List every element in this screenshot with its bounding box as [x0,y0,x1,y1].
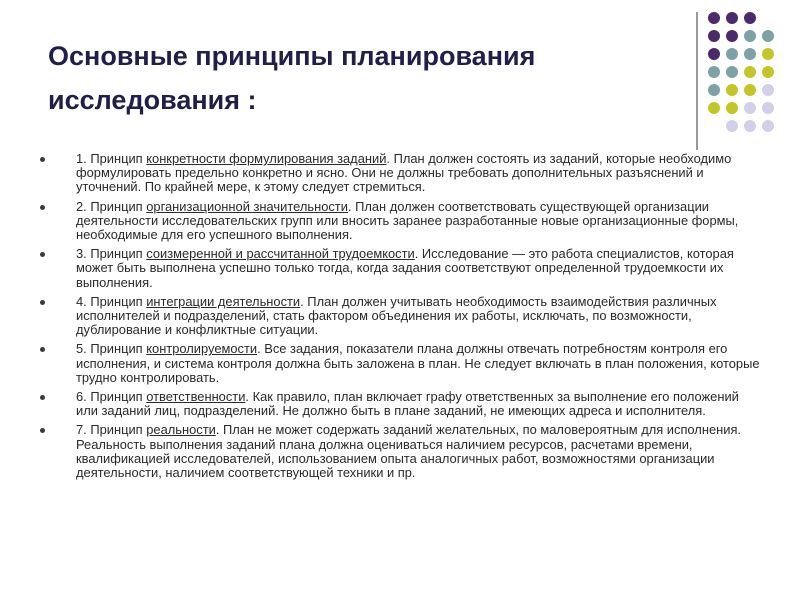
principle-term: соизмеренной и рассчитанной трудоемкости [146,246,415,262]
decorative-dot [744,120,756,132]
decorative-dot [708,30,720,42]
decorative-dot [762,120,774,132]
decorative-dot [744,84,756,96]
list-item: 3. Принцип соизмеренной и рассчитанной трудоемкости. Исследование — это работа специалистов, которая может быть выполнена успешно только тогда, когда задания соответствуют определенной трудоемкости их выполнения. [40,247,760,290]
principle-term: интеграции деятельности [146,293,301,309]
decorative-dot [762,30,774,42]
decorative-divider [696,12,698,150]
decorative-dot [726,30,738,42]
decorative-dot [762,102,774,114]
decorative-dot [762,84,774,96]
decorative-dot [744,102,756,114]
decorative-dot [726,84,738,96]
decorative-dot [726,12,738,24]
bullet-icon [40,395,45,400]
bullet-icon [40,252,45,257]
list-item: 4. Принцип интеграции деятельности. План должен учитывать необходимость взаимодействия различных исполнителей и подразделений, стать фактором объединения их работы, исключать, по возможности, дублирование и конфликтные ситуации. [40,295,760,338]
bullet-icon [40,157,45,162]
decorative-dot [744,48,756,60]
principles-list [40,152,760,485]
principle-term: конкретности формулирования заданий [146,151,387,166]
decorative-dot [708,66,720,78]
principle-term: реальности [146,422,216,438]
decorative-dot [726,102,738,114]
decorative-dot [726,120,738,132]
list-item: 1. Принцип конкретности формулирования заданий. План должен состоять из заданий, которые необходимо формулировать предельно конкретно и ясно. Они не должны требовать дополнительных разъяснений и уточнений. По крайней мере, к этому следует стремиться. [40,152,760,195]
list-item: 5. Принцип контролируемости. Все задания, показатели плана должны отвечать потребностям контроля его исполнения, и система контроля должна быть заложена в план. Не следует включать в план положения, которые трудно контролировать. [40,342,760,385]
principle-term: организационной значительности [146,198,348,214]
decorative-dot [726,48,738,60]
decorative-dot [762,48,774,60]
decorative-dot [744,66,756,78]
bullet-icon [40,347,45,352]
principle-term: контролируемости [146,341,258,357]
bullet-icon [40,428,45,433]
decorative-dot [708,48,720,60]
decorative-dot [708,84,720,96]
principle-term: ответственности [146,389,246,405]
list-item: 6. Принцип ответственности. Как правило, план включает графу ответственных за выполнение его положений или заданий лиц, подразделений. Не должно быть в плане заданий, не имеющих адреса и исполнителя. [40,390,760,418]
bullet-icon [40,300,45,305]
bullet-icon [40,205,45,210]
decorative-dot [762,66,774,78]
list-item: 7. Принцип реальности. План не может содержать заданий желательных, по маловероятным для исполнения. Реальность выполнения заданий плана должна оцениваться наличием ресурсов, расчетами времени, квалификацией исследователей, использованием опыта аналогичных работ, возможностями организации деятельности, наличием соответствующей техники и пр. [40,423,760,480]
list-item: 2. Принцип организационной значительности. План должен соответствовать существующей организации деятельности исследовательских групп или вносить заранее разработанные новые организационные формы, необходимые для его успешного выполнения. [40,200,760,243]
slide-title: Основные принципы планирования исследования : [48,41,536,115]
decorative-dot [744,30,756,42]
decorative-dot [708,12,720,24]
decorative-dot [744,12,756,24]
decorative-dot [708,102,720,114]
decorative-dot [726,66,738,78]
